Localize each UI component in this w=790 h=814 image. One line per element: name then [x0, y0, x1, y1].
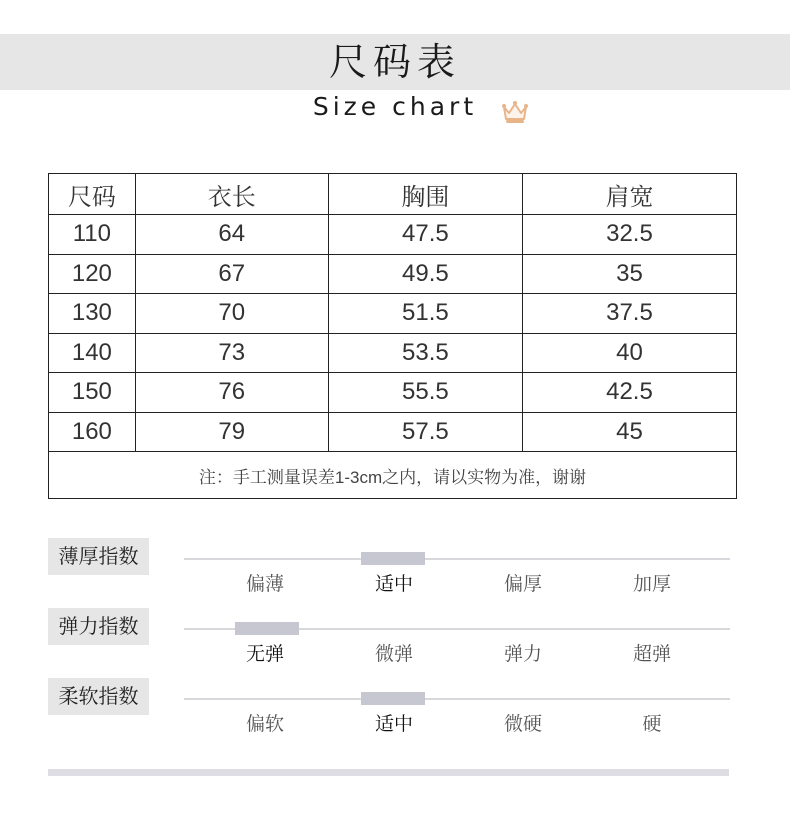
- elasticity-option: 微弹: [374, 643, 413, 665]
- softness-option: 微硬: [503, 713, 542, 735]
- cell-length: 73: [135, 333, 328, 373]
- cell-length: 79: [135, 412, 328, 452]
- size-table: [48, 173, 737, 499]
- cell-length: 76: [135, 373, 328, 413]
- cell-shoulder: 42.5: [522, 373, 736, 413]
- cell-chest: 57.5: [328, 412, 522, 452]
- cell-shoulder: 35: [522, 254, 736, 294]
- cell-shoulder: 45: [522, 412, 736, 452]
- cell-length: 70: [135, 294, 328, 334]
- elasticity-option-selected: 无弹: [245, 643, 284, 665]
- elasticity-index-label: 弹力指数: [48, 608, 149, 645]
- table-row: [49, 294, 737, 334]
- thickness-index-marker: [361, 552, 425, 565]
- elasticity-option: 弹力: [503, 643, 542, 665]
- cell-size: 120: [49, 254, 136, 294]
- cell-size: 110: [49, 215, 136, 255]
- thickness-index-track: [184, 558, 730, 560]
- measurement-note: 注：手工测量误差1-3cm之内，请以实物为准，谢谢: [49, 452, 737, 499]
- cell-size: 150: [49, 373, 136, 413]
- cell-chest: 49.5: [328, 254, 522, 294]
- thickness-option: 加厚: [632, 573, 671, 595]
- elasticity-index-marker: [235, 622, 299, 635]
- thickness-option-selected: 适中: [374, 573, 413, 595]
- thickness-option: 偏厚: [503, 573, 542, 595]
- header-length: 衣长: [135, 174, 328, 215]
- cell-size: 160: [49, 412, 136, 452]
- cell-chest: 47.5: [328, 215, 522, 255]
- note-row: [49, 452, 737, 499]
- footer-divider: [48, 769, 729, 776]
- cell-length: 67: [135, 254, 328, 294]
- softness-option: 偏软: [245, 713, 284, 735]
- table-row: [49, 412, 737, 452]
- table-row: [49, 333, 737, 373]
- page-subtitle: Size chart: [312, 92, 478, 121]
- cell-length: 64: [135, 215, 328, 255]
- table-header-row: [49, 174, 737, 215]
- cell-chest: 55.5: [328, 373, 522, 413]
- table-row: [49, 373, 737, 413]
- page-title: 尺码表: [328, 40, 461, 84]
- cell-shoulder: 40: [522, 333, 736, 373]
- table-row: [49, 215, 737, 255]
- crown-icon: [500, 96, 530, 126]
- table-row: [49, 254, 737, 294]
- thickness-option: 偏薄: [245, 573, 284, 595]
- cell-chest: 51.5: [328, 294, 522, 334]
- header-size: 尺码: [49, 174, 136, 215]
- cell-shoulder: 32.5: [522, 215, 736, 255]
- cell-chest: 53.5: [328, 333, 522, 373]
- elasticity-option: 超弹: [632, 643, 671, 665]
- cell-shoulder: 37.5: [522, 294, 736, 334]
- cell-size: 130: [49, 294, 136, 334]
- softness-index-label: 柔软指数: [48, 678, 149, 715]
- softness-option-selected: 适中: [374, 713, 413, 735]
- softness-index-track: [184, 698, 730, 700]
- softness-index-marker: [361, 692, 425, 705]
- header-shoulder: 肩宽: [522, 174, 736, 215]
- thickness-index-label: 薄厚指数: [48, 538, 149, 575]
- cell-size: 140: [49, 333, 136, 373]
- header-chest: 胸围: [328, 174, 522, 215]
- softness-option: 硬: [642, 713, 662, 735]
